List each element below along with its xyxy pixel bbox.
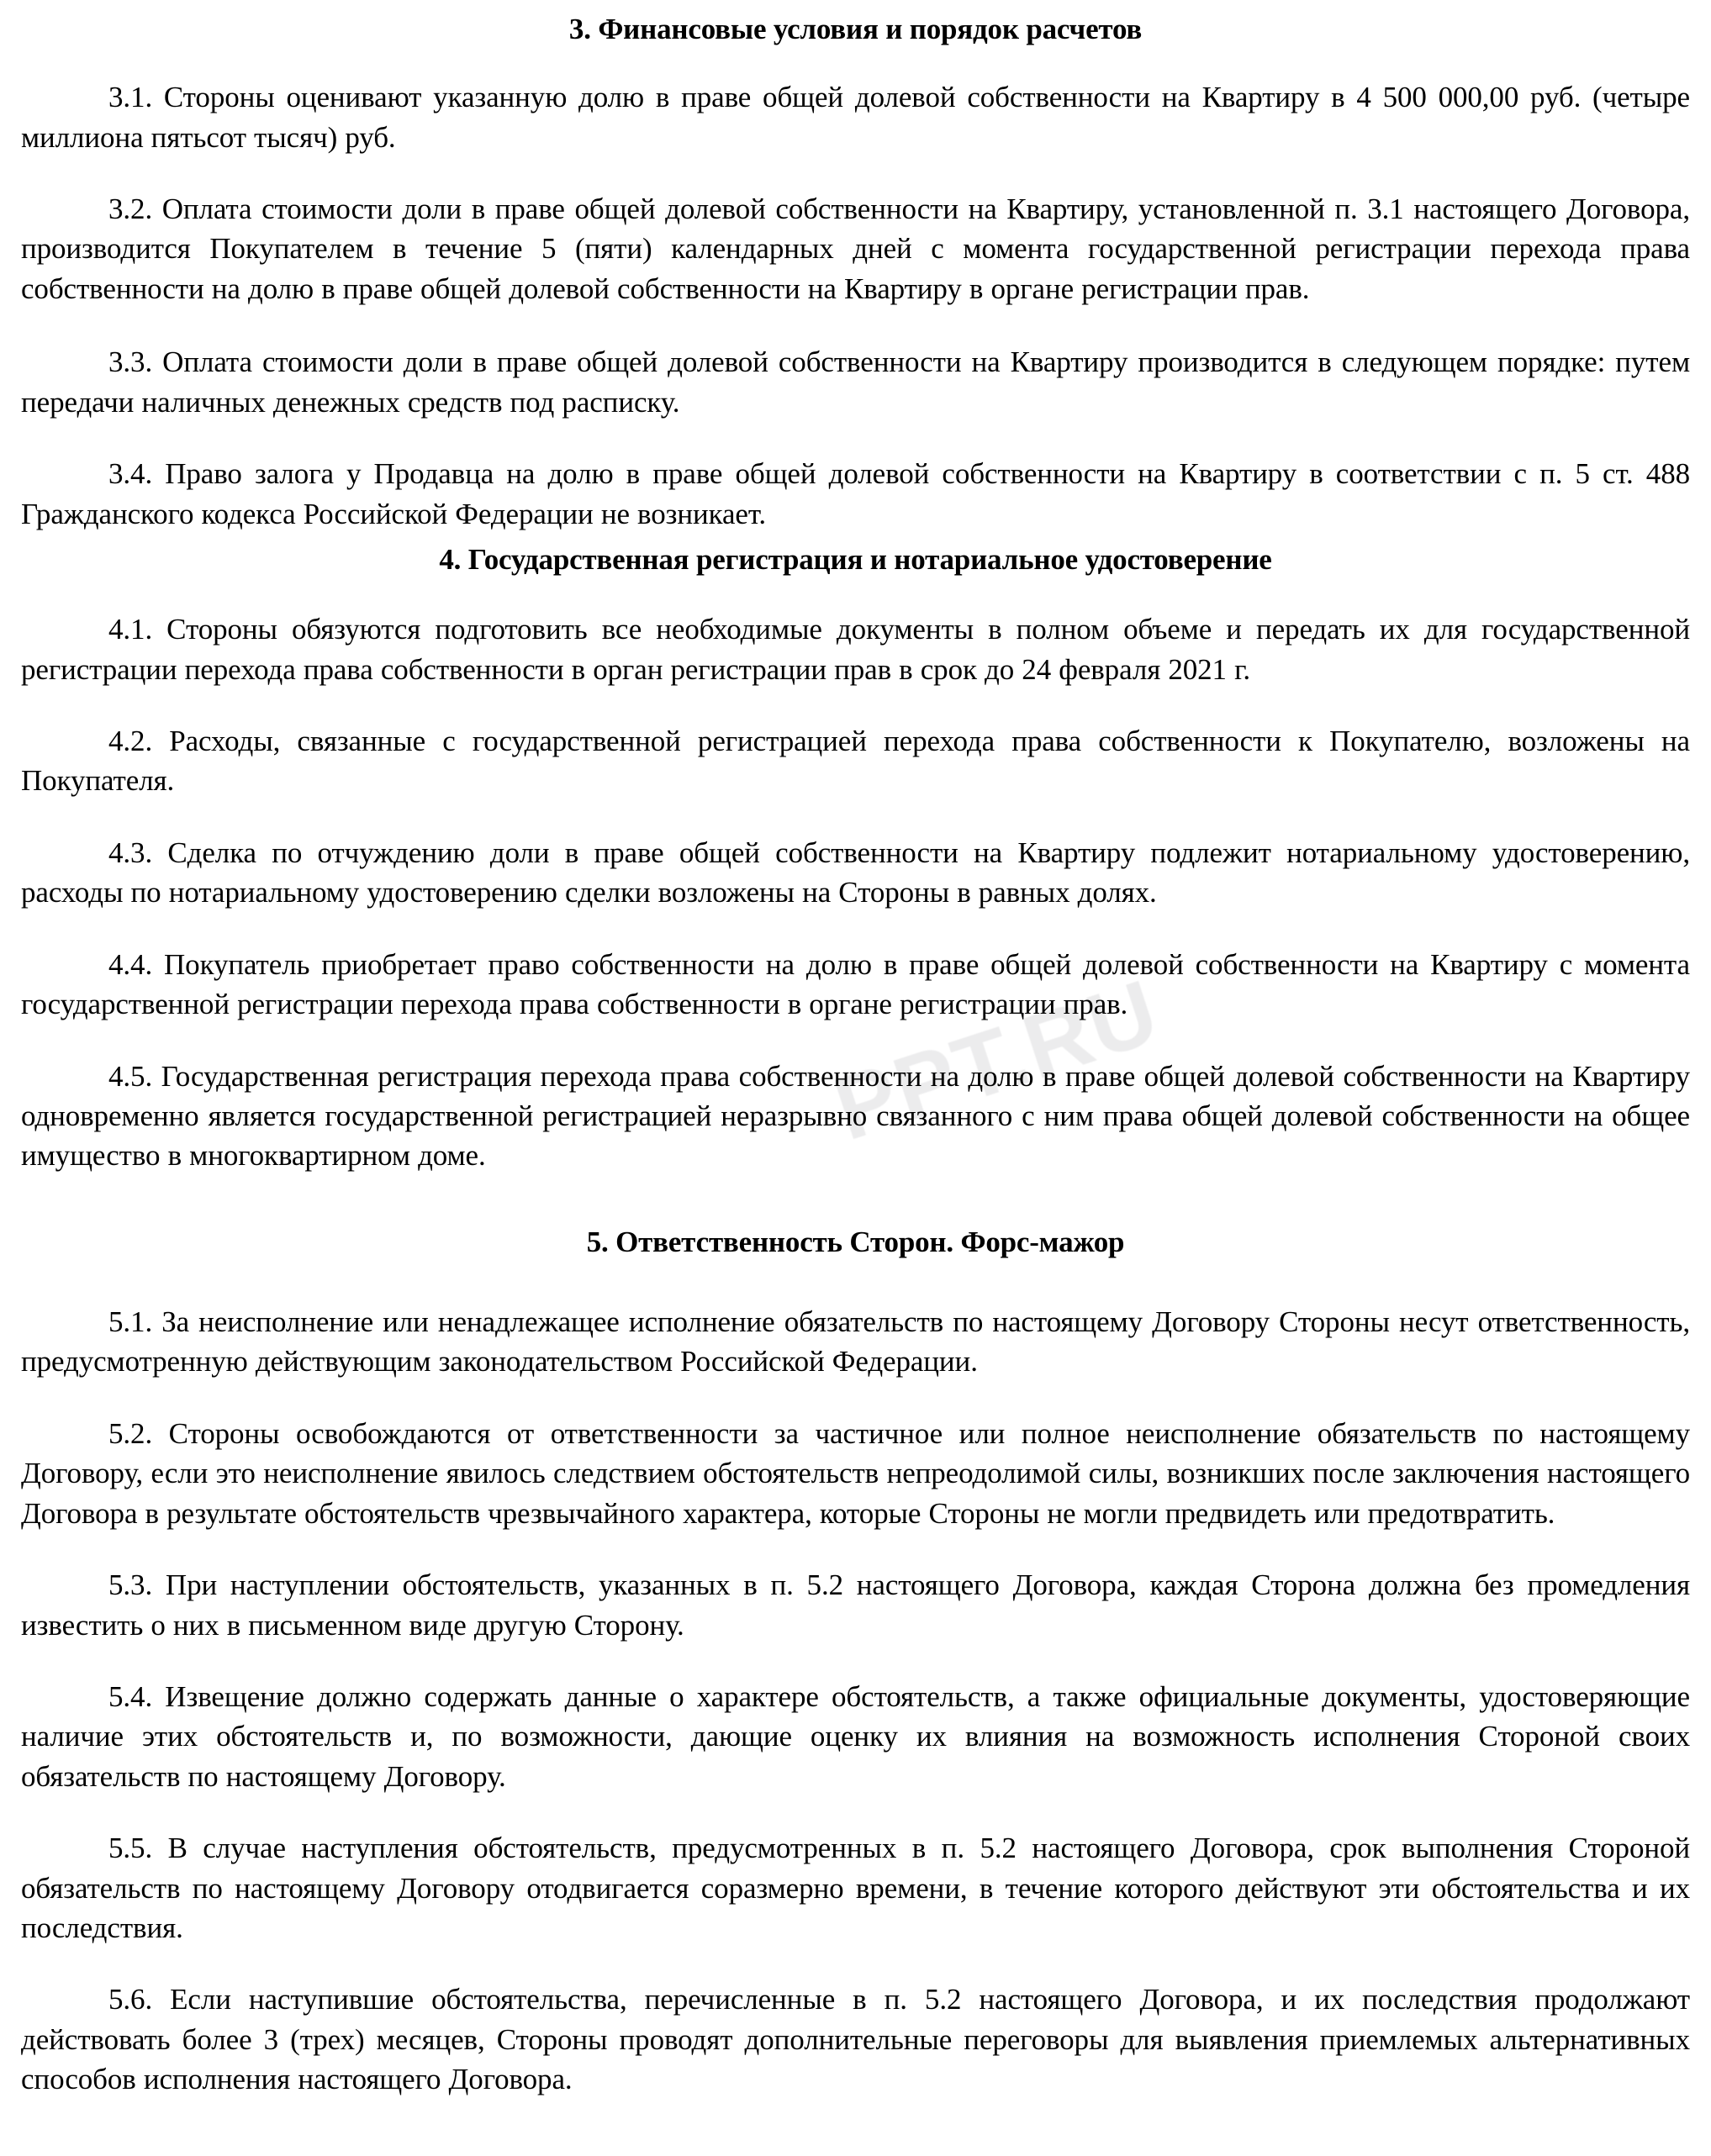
spacer [21, 308, 1690, 342]
spacer [21, 689, 1690, 721]
spacer [21, 157, 1690, 189]
clause-4-3: 4.3. Сделка по отчуждению доли в праве общей собственности на Квартиру подлежит нотариальному удостоверению, расходы по нотариальному удостоверению сделки возложены на Стороны в равных долях. [21, 836, 1690, 909]
clause-5-2: 5.2. Стороны освобождаются от ответственности за частичное или полное неисполнение обязательств по настоящему Договору, если это неисполнение явилось следствием обстоятельств непреодолимой силы, возникших после заключения настоящего Договора в результате обстоятельств чрезвычайного характера, которые Стороны не могли предвидеть или предотвратить. [21, 1416, 1690, 1530]
spacer [21, 1262, 1690, 1302]
clause-5-5: 5.5. В случае наступления обстоятельств, предусмотренных в п. 5.2 настоящего Договора, срок выполнения Стороной обязательств по настоящему Договору отодвигается соразмерно времени, в течение которого действуют эти обстоятельства и их последствия. [21, 1832, 1690, 1945]
clause-4-5: 4.5. Государственная регистрация перехода права собственности на долю в праве общей долевой собственности на Квартиру одновременно является государственной регистрацией неразрывно связанного с ним права общей долевой собственности на общее имущество в многоквартирном доме. [21, 1059, 1690, 1173]
section-heading-4: 4. Государственная регистрация и нотариальное удостоверение [439, 542, 1272, 576]
clause-3-2: 3.2. Оплата стоимости доли в праве общей долевой собственности на Квартиру, установленной п. 3.1 настоящего Договора, производится Покупателем в течение 5 (пяти) календарных дней с момента государственной регистрации перехода права собственности на долю в праве общей долевой собственности на Квартиру в органе регистрации прав. [21, 192, 1690, 305]
clause-3-4: 3.4. Право залога у Продавца на долю в праве общей долевой собственности на Квартиру в соответствии с п. 5 ст. 488 Гражданского кодекса Российской Федерации не возникает. [21, 457, 1690, 530]
document-body [21, 0, 1690, 2100]
spacer [21, 422, 1690, 454]
spacer [21, 913, 1690, 945]
spacer [21, 1645, 1690, 1677]
clause-4-2: 4.2. Расходы, связанные с государственной регистрацией перехода права собственности к Покупателю, возложены на Покупателя. [21, 725, 1690, 798]
clause-3-1: 3.1. Стороны оценивают указанную долю в праве общей долевой собственности на Квартиру в 4 500 000,00 руб. (четыре миллиона пятьсот тысяч) руб. [21, 81, 1690, 154]
clause-5-3: 5.3. При наступлении обстоятельств, указанных в п. 5.2 настоящего Договора, каждая Сторона должна без промедления известить о них в письменном виде другую Сторону. [21, 1568, 1690, 1642]
spacer [21, 49, 1690, 77]
spacer [21, 1533, 1690, 1565]
spacer [21, 1176, 1690, 1223]
spacer [21, 801, 1690, 833]
spacer [21, 579, 1690, 609]
spacer [21, 1796, 1690, 1828]
spacer [21, 0, 1690, 10]
spacer [21, 534, 1690, 540]
clause-4-1: 4.1. Стороны обязуются подготовить все необходимые документы в полном объеме и передать их для государственной регистрации перехода права собственности в орган регистрации прав в срок до 24 февраля 2021 г. [21, 613, 1690, 686]
watermark-text: PPT.RU [821, 959, 1171, 1159]
spacer [21, 1382, 1690, 1414]
clause-3-3: 3.3. Оплата стоимости доли в праве общей долевой собственности на Квартиру производится в следующем порядке: путем передачи наличных денежных средств под расписку. [21, 345, 1690, 419]
section-heading-3: 3. Финансовые условия и порядок расчетов [568, 13, 1143, 45]
clause-5-6: 5.6. Если наступившие обстоятельства, перечисленные в п. 5.2 настоящего Договора, и их последствия продолжают действовать более 3 (трех) месяцев, Стороны проводят дополнительные переговоры для выявления приемлемых альтернативных способов исполнения настоящего Договора. [21, 1983, 1690, 2096]
clause-5-1: 5.1. За неисполнение или ненадлежащее исполнение обязательств по настоящему Договору Стороны несут ответственность, предусмотренную действующим законодательством Российской Федерации. [21, 1305, 1690, 1378]
clause-5-4: 5.4. Извещение должно содержать данные о характере обстоятельств, а также официальные документы, удостоверяющие наличие этих обстоятельств и, по возможности, дающие оценку их влияния на возможность исполнения Стороной своих обязательств по настоящему Договору. [21, 1679, 1690, 1793]
section-heading-5: 5. Ответственность Сторон. Форс-мажор [586, 1225, 1125, 1258]
spacer [21, 1025, 1690, 1057]
spacer [21, 1948, 1690, 1979]
clause-4-4: 4.4. Покупатель приобретает право собственности на долю в праве общей долевой собственности на Квартиру с момента государственной регистрации перехода права собственности в органе регистрации прав. [21, 947, 1690, 1021]
